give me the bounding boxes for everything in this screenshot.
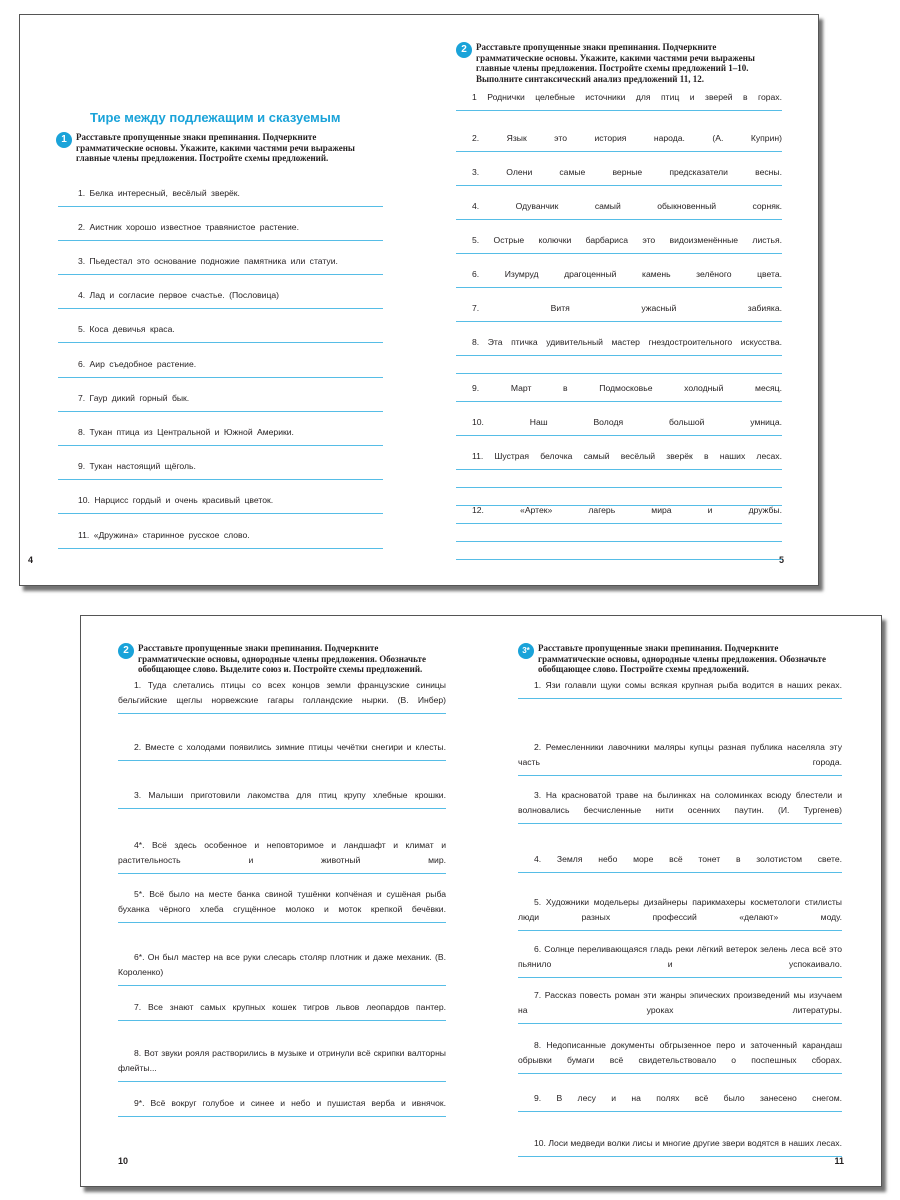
exercise-item	[518, 788, 842, 824]
exercise-instruction: Расставьте пропущенные знаки препинания. Подчеркните грамматические основы. Укажите, какими частями речи выражены главные члены предложения. Постройте схемы предложений 1–10. Выполните синтаксический анализ предложений 11, 12.	[476, 42, 755, 84]
answer-line	[518, 1023, 842, 1024]
exercise-item	[456, 131, 782, 152]
answer-line	[58, 513, 383, 514]
exercise-item	[518, 1136, 842, 1157]
exercise-number-badge: 1	[56, 132, 72, 148]
answer-line	[518, 872, 842, 873]
exercise-item	[118, 740, 446, 761]
page-number: 5	[778, 555, 784, 565]
exercise-item	[518, 678, 842, 699]
answer-line	[58, 377, 383, 378]
answer-line	[58, 411, 383, 412]
exercise-item	[518, 895, 842, 931]
sentence-text: 2. Ремесленники лавочники маляры купцы разная публика населяла эту часть города.	[518, 742, 842, 767]
exercise-item	[518, 1091, 842, 1112]
answer-line	[456, 151, 782, 152]
sentence-text: 3. На красноватой траве на былинках на соломинках всюду блестели и волновались бесчисленные нити осенних паутин. (И. Тургенев)	[518, 790, 842, 815]
answer-line	[456, 219, 782, 220]
answer-line	[518, 823, 842, 824]
section-title: Тире между подлежащим и сказуемым	[90, 110, 341, 125]
sentence-text: 4. Одуванчик самый обыкновенный сорняк.	[472, 201, 782, 211]
answer-line	[456, 559, 782, 560]
answer-line	[456, 185, 782, 186]
exercise-item	[118, 838, 446, 874]
sentence-text: 9*. Всё вокруг голубое и синее и небо и пушистая верба и ивнячок.	[134, 1098, 446, 1108]
exercise-item	[456, 415, 782, 436]
sentence-text: 8. Тукан птица из Центральной и Южной Америки.	[78, 427, 294, 437]
sentence-text: 11. «Дружина» старинное русское слово.	[78, 530, 250, 540]
page-number: 11	[834, 1156, 844, 1166]
sentence-text: 6*. Он был мастер на все руки слесарь столяр плотник и даже механик. (В. Короленко)	[118, 952, 446, 977]
answer-line	[58, 274, 383, 275]
sentence-text: 10. Наш Володя большой умница.	[472, 417, 782, 427]
exercise-item	[58, 391, 383, 412]
exercise-item	[518, 988, 842, 1024]
page-number: 10	[118, 1156, 129, 1166]
sentence-text: 4. Земля небо море всё тонет в золотистом свете.	[534, 854, 842, 864]
exercise-item	[58, 493, 383, 514]
answer-line	[118, 985, 446, 986]
page-5	[419, 15, 818, 585]
answer-line	[518, 1156, 842, 1157]
answer-line	[456, 110, 782, 111]
sentence-text: 6. Изумруд драгоценный камень зелёного цвета.	[472, 269, 782, 279]
page-number: 4	[28, 555, 34, 565]
exercise-item	[518, 740, 842, 776]
answer-line	[58, 479, 383, 480]
answer-line	[456, 541, 782, 542]
exercise-item	[456, 503, 782, 560]
sentence-text: 7. Витя ужасный забияка.	[472, 303, 782, 313]
sentence-text: 1. Белка интересный, весёлый зверёк.	[78, 188, 240, 198]
answer-line	[456, 355, 782, 356]
exercise-item	[518, 942, 842, 978]
answer-line	[118, 1020, 446, 1021]
answer-line	[518, 1073, 842, 1074]
sentence-text: 2. Язык это история народа. (А. Куприн)	[472, 133, 782, 143]
exercise-item	[118, 1046, 446, 1082]
exercise-item	[456, 199, 782, 220]
answer-line	[118, 1081, 446, 1082]
sentence-text: 7. Все знают самых крупных кошек тигров львов леопардов пантер.	[134, 1002, 446, 1012]
exercise-item	[118, 950, 446, 986]
sentence-text: 1. Туда слетались птицы со всех концов земли французские синицы бельгийские щеглы норвежские гагары голландские нырки. (В. Инбер)	[118, 680, 446, 705]
sentence-text: 2. Вместе с холодами появились зимние птицы чечётки снегири и клесты.	[134, 742, 446, 752]
exercise-item	[58, 528, 383, 549]
sentence-text: 4*. Всё здесь особенное и неповторимое и ландшафт и климат и растительность и животный мир.	[118, 840, 446, 865]
textbook-spread-pages-4-5	[19, 14, 819, 586]
exercise-item	[118, 788, 446, 809]
answer-line	[118, 873, 446, 874]
exercise-item	[456, 233, 782, 254]
exercise-instruction: Расставьте пропущенные знаки препинания. Подчеркните грамматические основы. Укажите, какими частями речи выражены главные члены предложения. Постройте схемы предложений.	[76, 132, 355, 163]
exercise-item	[456, 335, 782, 374]
sentence-text: 5. Художники модельеры дизайнеры парикмахеры косметологи стилисты люди разных профессий «делают» моду.	[518, 897, 842, 922]
sentence-text: 3. Олени самые верные предсказатели весны.	[472, 167, 782, 177]
sentence-text: 9. Март в Подмосковье холодный месяц.	[472, 383, 782, 393]
sentence-text: 4. Лад и согласие первое счастье. (Пословица)	[78, 290, 280, 300]
answer-line	[118, 713, 446, 714]
page-11	[481, 616, 881, 1186]
exercise-item	[58, 220, 383, 241]
sentence-text: 5*. Всё было на месте банка свиной тушёнки копчёная и сушёная рыба буханка чёрного хлеба сгущённое молоко и моток крепкой бечёвки.	[118, 889, 446, 914]
sentence-text: 8. Эта птичка удивительный мастер гнездостроительного искусства.	[472, 337, 782, 347]
answer-line	[456, 469, 782, 470]
answer-line	[58, 342, 383, 343]
answer-line	[518, 698, 842, 699]
answer-line	[456, 287, 782, 288]
sentence-text: 5. Острые колючки барбариса это видоизменённые листья.	[472, 235, 782, 245]
exercise-item	[518, 852, 842, 873]
exercise-number-badge: 2	[456, 42, 472, 58]
exercise-item	[58, 186, 383, 207]
exercise-item	[58, 357, 383, 378]
answer-line	[456, 435, 782, 436]
sentence-text: 8. Вот звуки рояля растворились в музыке и отринули всё скрипки валторны флейты...	[118, 1048, 446, 1073]
sentence-text: 1. Язи голавли щуки сомы всякая крупная рыба водится в наших реках.	[534, 680, 842, 690]
exercise-item	[456, 381, 782, 402]
exercise-item	[118, 1000, 446, 1021]
exercise-item	[456, 267, 782, 288]
sentence-text: 8. Недописанные документы обгрызенное перо и заточенный карандаш обрывки бумаги всё свидетельствовало о поспешных сборах.	[518, 1040, 842, 1065]
exercise-instruction: Расставьте пропущенные знаки препинания. Подчеркните грамматические основы, однородные члены предложения. Обозначьте обобщающее слово. Выделите союз и. Постройте схемы предложений.	[138, 643, 426, 674]
answer-line	[518, 775, 842, 776]
exercise-number-badge: 2	[118, 643, 134, 659]
answer-line	[456, 487, 782, 488]
exercise-item	[58, 254, 383, 275]
exercise-number-badge: 3*	[518, 643, 534, 659]
exercise-item	[118, 1096, 446, 1117]
exercise-item	[518, 1038, 842, 1074]
page-4	[20, 15, 419, 585]
answer-line	[456, 253, 782, 254]
exercise-item	[118, 678, 446, 714]
sentence-text: 9. В лесу и на полях всё было занесено снегом.	[534, 1093, 842, 1103]
answer-line	[58, 548, 383, 549]
exercise-item	[58, 288, 383, 309]
sentence-text: 6. Аир съедобное растение.	[78, 359, 197, 369]
answer-line	[518, 1111, 842, 1112]
exercise-item	[58, 459, 383, 480]
exercise-instruction: Расставьте пропущенные знаки препинания. Подчеркните грамматические основы, однородные члены предложения. Обозначьте обобщающее слово. Постройте схемы предложений.	[538, 643, 826, 674]
exercise-item	[58, 322, 383, 343]
sentence-text: 3. Малыши приготовили лакомства для птиц крупу хлебные крошки.	[134, 790, 446, 800]
sentence-text: 5. Коса девичья краса.	[78, 324, 175, 334]
answer-line	[58, 206, 383, 207]
answer-line	[118, 922, 446, 923]
answer-line	[518, 930, 842, 931]
sentence-text: 1 Роднички целебные источники для птиц и зверей в горах.	[472, 92, 782, 102]
sentence-text: 2. Аистник хорошо известное травянистое растение.	[78, 222, 299, 232]
sentence-text: 7. Гаур дикий горный бык.	[78, 393, 190, 403]
sentence-text: 10. Лоси медведи волки лисы и многие другие звери водятся в наших лесах.	[534, 1138, 842, 1148]
exercise-item	[456, 301, 782, 322]
answer-line	[58, 308, 383, 309]
answer-line	[58, 240, 383, 241]
answer-line	[118, 1116, 446, 1117]
answer-line	[118, 760, 446, 761]
answer-line	[456, 373, 782, 374]
exercise-item	[456, 165, 782, 186]
page-10	[81, 616, 481, 1186]
sentence-text: 11. Шустрая белочка самый весёлый зверёк в наших лесах.	[472, 451, 782, 461]
exercise-item	[118, 887, 446, 923]
answer-line	[518, 977, 842, 978]
sentence-text: 6. Солнце переливающаяся гладь реки лёгкий ветерок зелень леса всё это пьянило и успокаивало.	[518, 944, 842, 969]
sentence-text: 3. Пьедестал это основание подножие памятника или статуи.	[78, 256, 338, 266]
answer-line	[456, 523, 782, 524]
sentence-text: 12. «Артек» лагерь мира и дружбы.	[472, 505, 782, 515]
answer-line	[456, 401, 782, 402]
sentence-text: 7. Рассказ повесть роман эти жанры эпических произведений мы изучаем на уроках литературы.	[518, 990, 842, 1015]
textbook-spread-pages-10-11	[80, 615, 882, 1187]
sentence-text: 9. Тукан настоящий щёголь.	[78, 461, 196, 471]
exercise-item	[456, 90, 782, 111]
answer-line	[58, 445, 383, 446]
sentence-text: 10. Нарцисс гордый и очень красивый цветок.	[78, 495, 274, 505]
exercise-item	[58, 425, 383, 446]
exercise-item	[456, 449, 782, 506]
answer-line	[118, 808, 446, 809]
answer-line	[456, 321, 782, 322]
